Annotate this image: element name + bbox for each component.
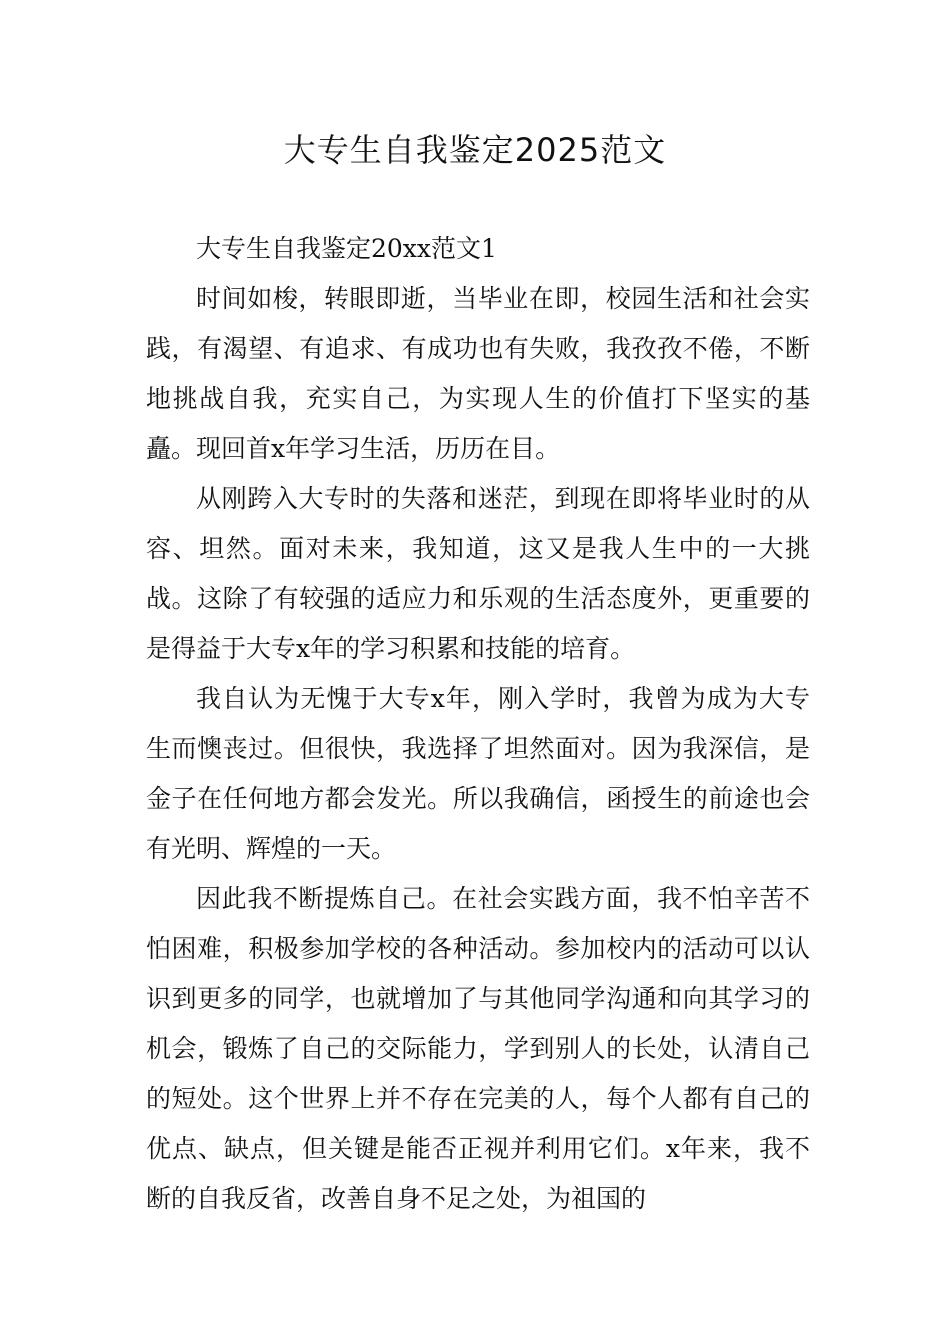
paragraph-3: 我自认为无愧于大专x年，刚入学时，我曾为成为大专生而懊丧过。但很快，我选择了坦然面对。因为我深信，是金子在任何地方都会发光。所以我确信，函授生的前途也会有光明、辉煌的一天。 — [146, 684, 810, 863]
document-title: 大专生自我鉴定2025范文 — [283, 131, 667, 169]
paragraph-1: 时间如梭，转眼即逝，当毕业在即，校园生活和社会实践，有渴望、有追求、有成功也有失败，我孜孜不倦，不断地挑战自我，充实自己，为实现人生的价值打下坚实的基矗。现回首x年学习生活，历历在目。 — [146, 284, 810, 463]
paragraph-4: 因此我不断提炼自己。在社会实践方面，我不怕辛苦不怕困难，积极参加学校的各种活动。参加校内的活动可以认识到更多的同学，也就增加了与其他同学沟通和向其学习的机会，锻炼了自己的交际能力，学到别人的长处，认清自己的短处。这个世界上并不存在完美的人，每个人都有自己的优点、缺点，但关键是能否正视并利用它们。x年来，我不断的自我反省，改善自身不足之处，为祖国的 — [146, 884, 810, 1213]
document-body — [146, 224, 810, 1224]
paragraph-2: 从刚跨入大专时的失落和迷茫，到现在即将毕业时的从容、坦然。面对未来，我知道，这又是我人生中的一大挑战。这除了有较强的适应力和乐观的生活态度外，更重要的是得益于大专x年的学习积累和技能的培育。 — [146, 484, 810, 663]
section-heading: 大专生自我鉴定20xx范文1 — [196, 234, 497, 263]
